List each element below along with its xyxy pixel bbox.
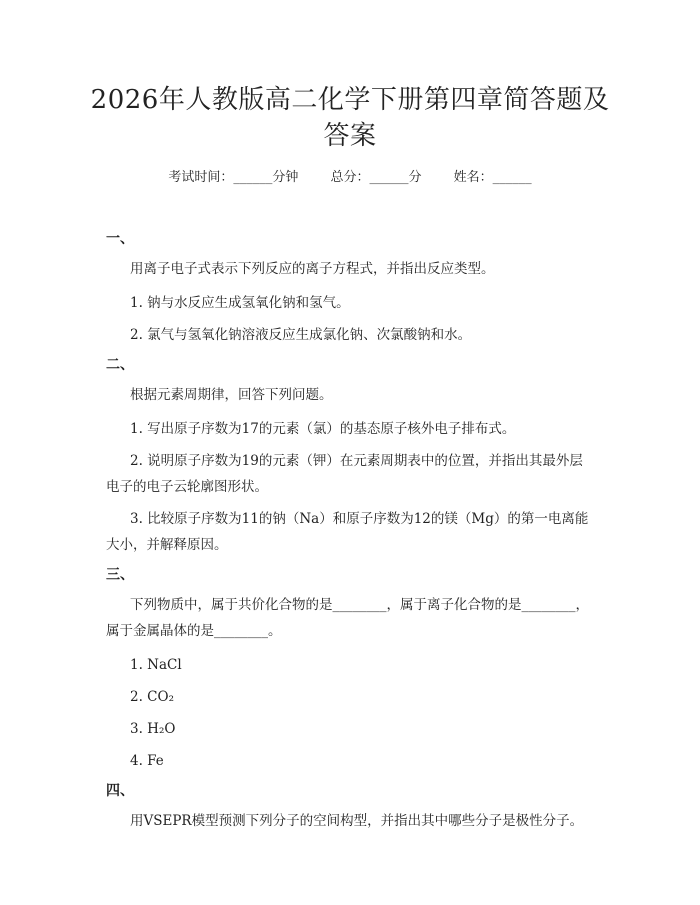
question-item: 2. 说明原子序数为19的元素（钾）在元素周期表中的位置，并指出其最外层电子的电子云轮廓图形状。: [106, 453, 583, 495]
section-heading: 四、: [106, 783, 134, 799]
question-item: 2. CO₂: [130, 689, 174, 705]
section-2: [106, 354, 594, 558]
question-item: 3. H₂O: [130, 721, 176, 737]
question-item: 3. 比较原子序数为11的钠（Na）和原子序数为12的镁（Mg）的第一电离能大小，并解释原因。: [106, 511, 589, 553]
question-item: 1. 写出原子序数为17的元素（氯）的基态原子核外电子排布式。: [130, 421, 516, 437]
student-name: 姓名：______: [453, 170, 532, 185]
section-3: [106, 564, 594, 774]
questions: [106, 228, 594, 842]
section-4: [106, 780, 594, 834]
section-heading: 二、: [106, 357, 134, 373]
section-intro: 用VSEPR模型预测下列分子的空间构型，并指出其中哪些分子是极性分子。: [130, 813, 584, 829]
page-title: 2026年人教版高二化学下册第四章简答题及答案: [90, 85, 610, 151]
exam-meta: [0, 168, 700, 188]
question-item: 1. 钠与水反应生成氢氧化钠和氢气。: [130, 295, 350, 311]
exam-time: 考试时间：______分钟: [168, 170, 299, 185]
section-intro: 下列物质中，属于共价化合物的是________，属于离子化合物的是________，属于金属晶体的是________。: [106, 597, 589, 639]
section-heading: 三、: [106, 567, 134, 583]
total-score: 总分：______分: [330, 170, 422, 185]
question-item: 1. NaCl: [130, 657, 182, 673]
question-item: 2. 氯气与氢氧化钠溶液反应生成氯化钠、次氯酸钠和水。: [130, 327, 472, 343]
question-item: 4. Fe: [130, 753, 164, 769]
section-intro: 根据元素周期律，回答下列问题。: [130, 387, 333, 403]
section-heading: 一、: [106, 231, 134, 247]
section-intro: 用离子电子式表示下列反应的离子方程式，并指出反应类型。: [130, 261, 495, 277]
section-1: [106, 228, 594, 348]
